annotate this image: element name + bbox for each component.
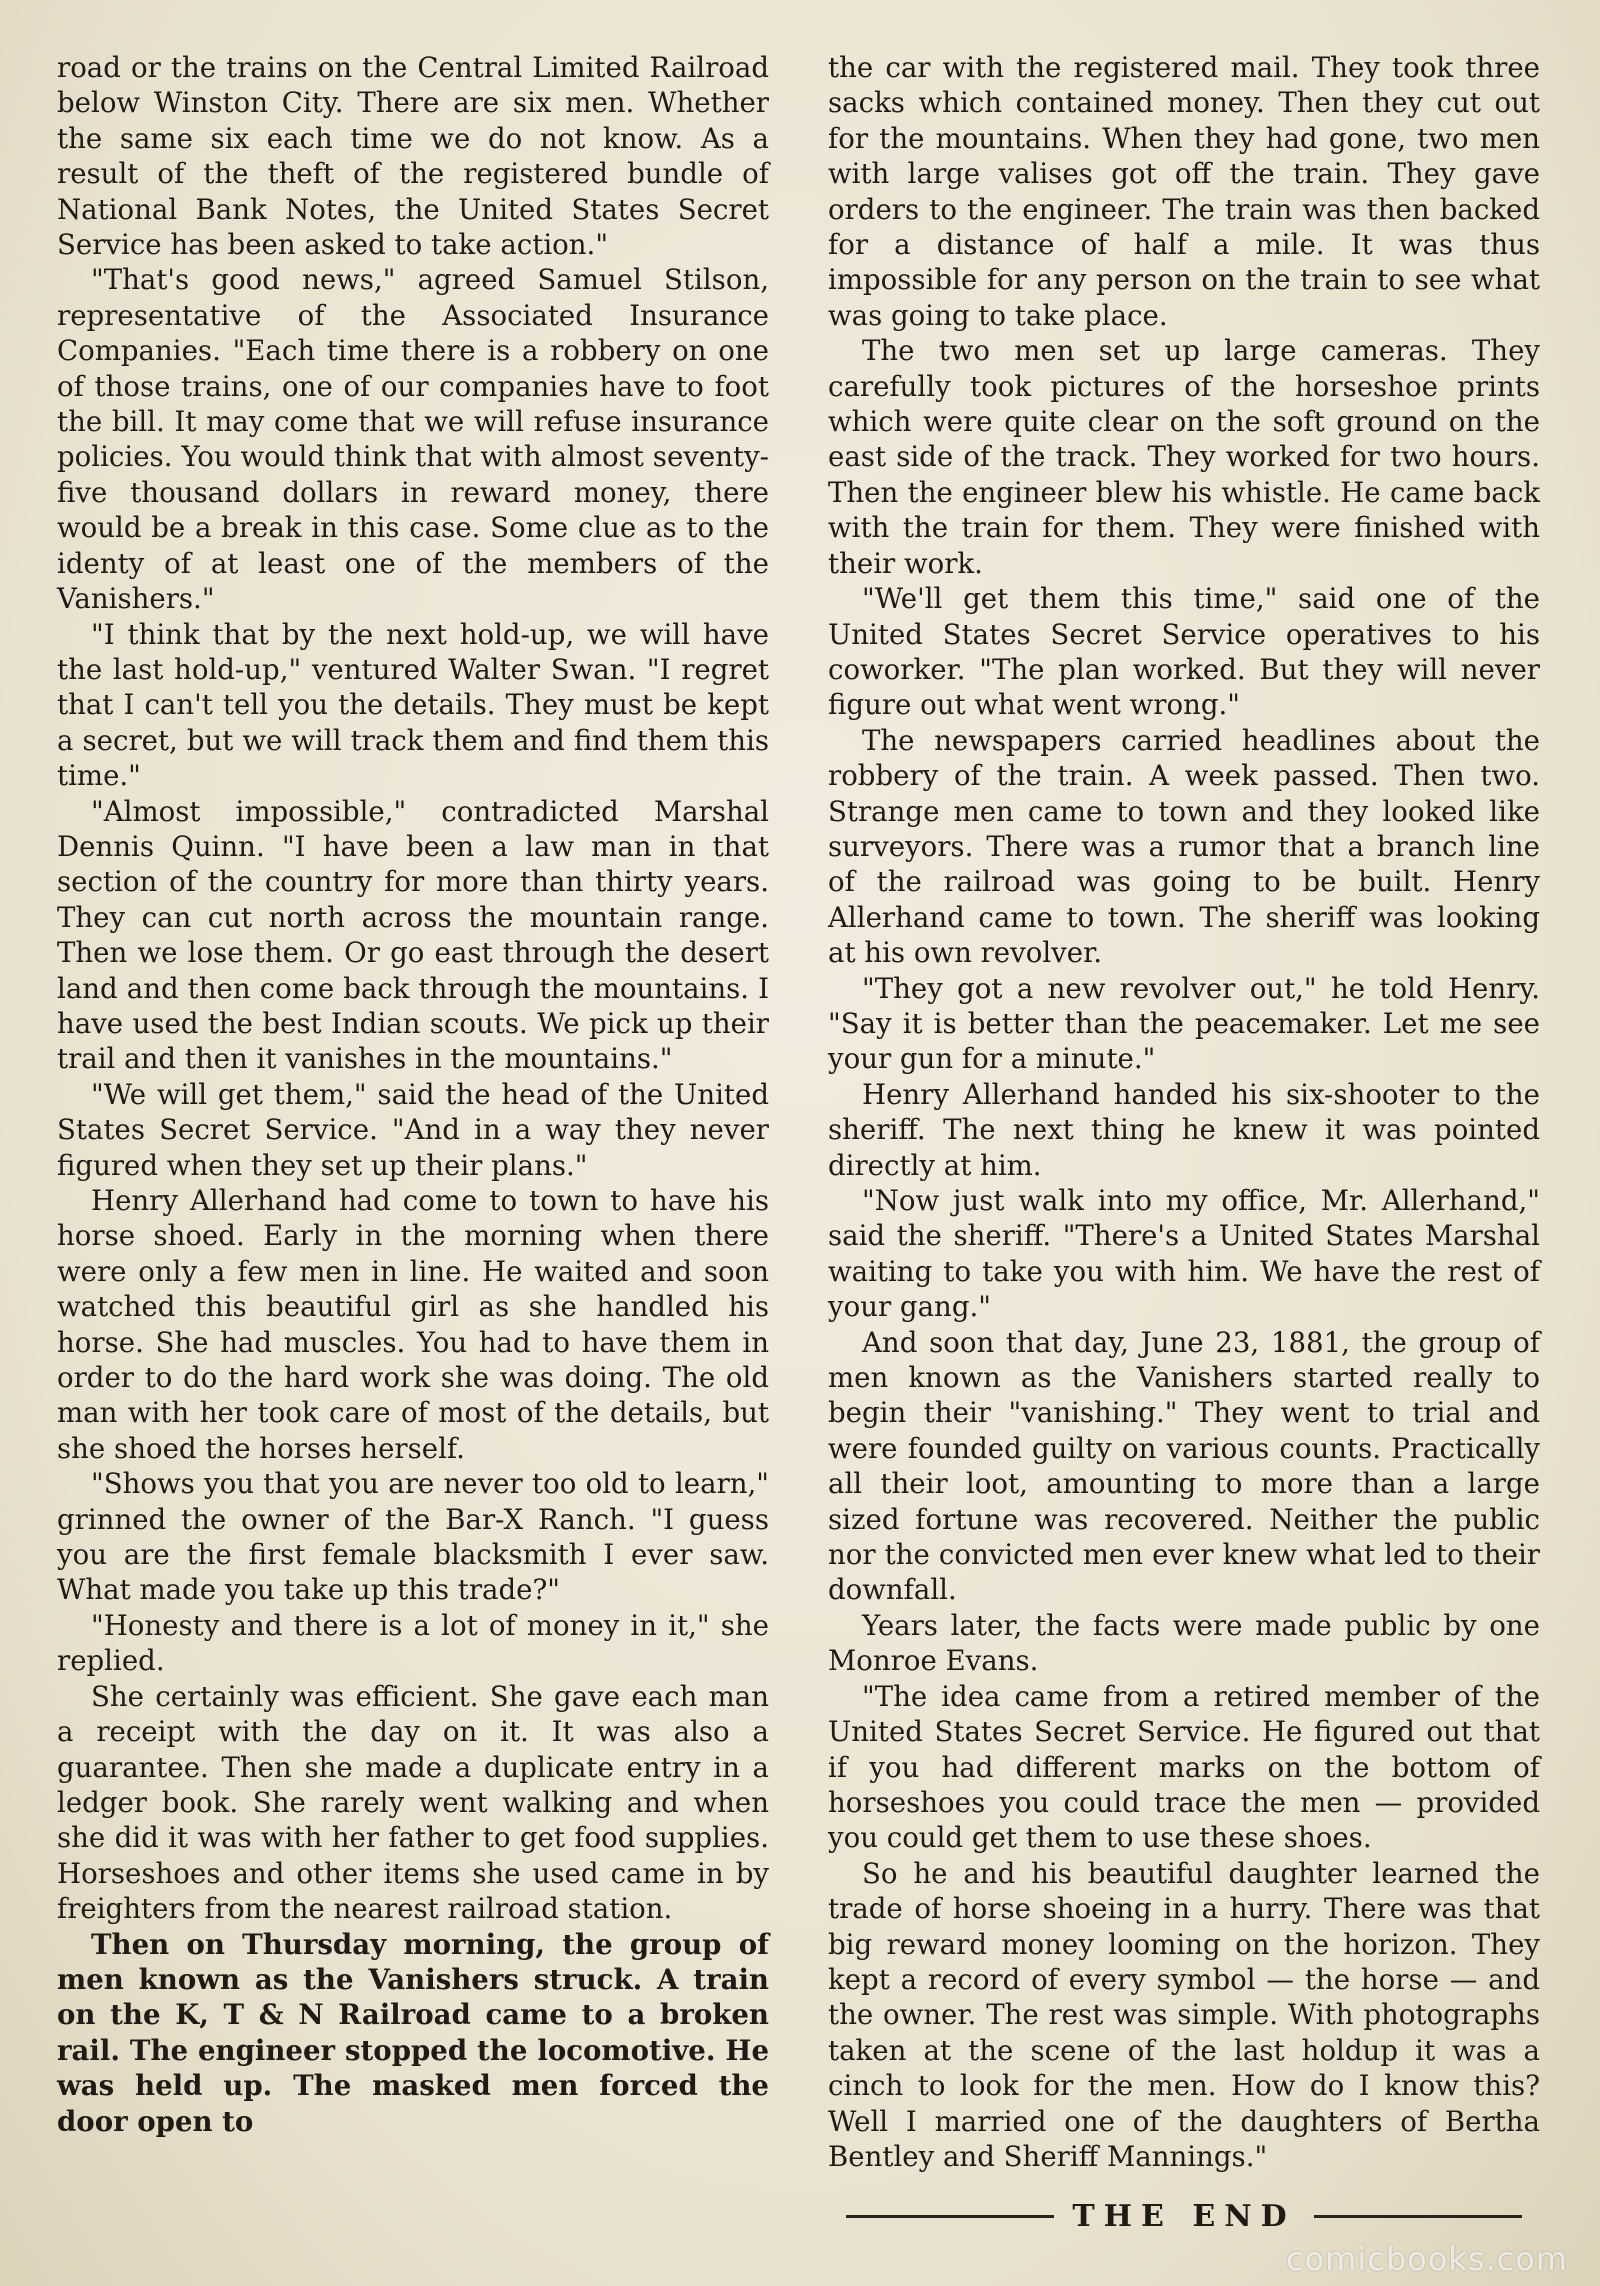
story-paragraph: "Honesty and there is a lot of money in it," she replied. <box>57 1608 769 1678</box>
the-end-banner <box>828 2196 1540 2236</box>
story-paragraph: "That's good news," agreed Samuel Stilson, representative of the Associated Insurance Companies. "Each time there is a robbery on one of those trains, one of our companies have to foot the bill. It may come that we will refuse insurance policies. You would think that with almost seventy-five thousand dollars in reward money, there would be a break in this case. Some clue as to the identy of at least one of the members of the Vanishers." <box>57 263 769 616</box>
story-paragraph: "Now just walk into my office, Mr. Allerhand," said the sheriff. "There's a United States Marshal waiting to take you with him. We have the rest of your gang." <box>828 1184 1540 1324</box>
left-text-column <box>57 50 769 2139</box>
story-paragraph: And soon that day, June 23, 1881, the group of men known as the Vanishers started really to begin their "vanishing." They went to trial and were founded guilty on various counts. Practically all their loot, amounting to more than a large sized fortune was recovered. Neither the public nor the convicted men ever knew what led to their downfall. <box>828 1325 1540 1607</box>
end-rule-right <box>1314 2215 1522 2218</box>
story-paragraph: She certainly was efficient. She gave each man a receipt with the day on it. It was also a guarantee. Then she made a duplicate entry in a ledger book. She rarely went walking and when she did it was with her father to get food supplies. Horseshoes and other items she used came in by freighters from the nearest railroad station. <box>57 1679 769 1926</box>
story-paragraph: "The idea came from a retired member of the United States Secret Service. He figured out that if you had different marks on the bottom of horseshoes you could trace the men — provided you could get them to use these shoes. <box>828 1679 1540 1855</box>
story-paragraph: Henry Allerhand handed his six-shooter to the sheriff. The next thing he knew it was pointed directly at him. <box>828 1077 1540 1182</box>
story-paragraph: Henry Allerhand had come to town to have his horse shoed. Early in the morning when there were only a few men in line. He waited and soon watched this beautiful girl as she handled his horse. She had muscles. You had to have them in order to do the hard work she was doing. The old man with her took care of most of the details, but she shoed the horses herself. <box>57 1184 769 1465</box>
story-paragraph: Then on Thursday morning, the group of men known as the Vanishers struck. A train on the K, T & N Railroad came to a broken rail. The engineer stopped the locomotive. He was held up. The masked men forced the door open to <box>57 1927 769 2138</box>
story-paragraph: "We'll get them this time," said one of the United States Secret Service operatives to his coworker. "The plan worked. But they will never figure out what went wrong." <box>828 582 1540 722</box>
story-paragraph: So he and his beautiful daughter learned the trade of horse shoeing in a hurry. There was that big reward money looming on the horizon. They kept a record of every symbol — the horse — and the owner. The rest was simple. With photographs taken at the scene of the last holdup it was a cinch to look for the men. How do I know this? Well I married one of the daughters of Bertha Bentley and Sheriff Mannings." <box>828 1856 1540 2173</box>
right-text-column <box>828 50 1540 2174</box>
watermark: comicbooks.com <box>1285 2240 1568 2278</box>
story-paragraph: "They got a new revolver out," he told Henry. "Say it is better than the peacemaker. Let me see your gun for a minute." <box>828 971 1540 1076</box>
story-paragraph: "I think that by the next hold-up, we will have the last hold-up," ventured Walter Swan. "I regret that I can't tell you the details. They must be kept a secret, but we will track them and find them this time." <box>57 617 769 793</box>
story-paragraph: "We will get them," said the head of the United States Secret Service. "And in a way they never figured when they set up their plans." <box>57 1077 769 1182</box>
story-paragraph: Years later, the facts were made public by one Monroe Evans. <box>828 1608 1540 1678</box>
story-paragraph: "Shows you that you are never too old to learn," grinned the owner of the Bar-X Ranch. "I guess you are the first female blacksmith I ever saw. What made you take up this trade?" <box>57 1467 769 1607</box>
story-paragraph: road or the trains on the Central Limited Railroad below Winston City. There are six men. Whether the same six each time we do not know. As a result of the theft of the registered bundle of National Bank Notes, the United States Secret Service has been asked to take action." <box>57 51 769 262</box>
story-paragraph: "Almost impossible," contradicted Marshal Dennis Quinn. "I have been a law man in that section of the country for more than thirty years. They can cut north across the mountain range. Then we lose them. Or go east through the desert land and then come back through the mountains. I have used the best Indian scouts. We pick up their trail and then it vanishes in the mountains." <box>57 794 769 1076</box>
end-rule-left <box>846 2215 1054 2218</box>
the-end-text: THE END <box>1072 2198 1296 2234</box>
story-paragraph: The two men set up large cameras. They carefully took pictures of the horseshoe prints which were quite clear on the soft ground on the east side of the track. They worked for two hours. Then the engineer blew his whistle. He came back with the train for them. They were finished with their work. <box>828 334 1540 580</box>
story-paragraph: The newspapers carried headlines about the robbery of the train. A week passed. Then two. Strange men came to town and they looked like surveyors. There was a rumor that a branch line of the railroad was going to be built. Henry Allerhand came to town. The sheriff was looking at his own revolver. <box>828 723 1540 970</box>
story-paragraph: the car with the registered mail. They took three sacks which contained money. Then they cut out for the mountains. When they had gone, two men with large valises got off the train. They gave orders to the engineer. The train was then backed for a distance of half a mile. It was thus impossible for any person on the train to see what was going to take place. <box>828 51 1540 332</box>
